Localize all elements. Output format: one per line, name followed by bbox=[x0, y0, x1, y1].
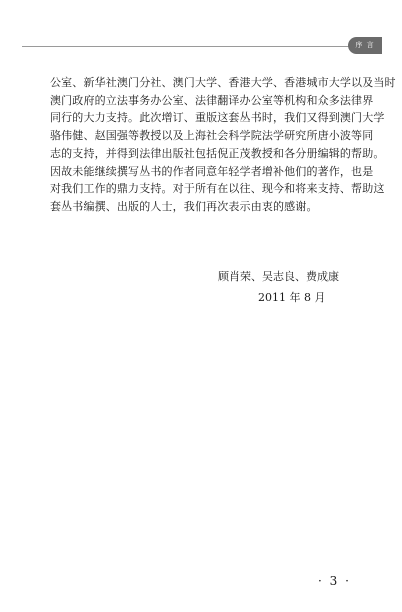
signature-date: 2011 年 8 月 bbox=[258, 291, 326, 304]
body-line: 公室、新华社澳门分社、澳门大学、香港大学、香港城市大学以及当时 bbox=[50, 76, 396, 89]
body-line: 因故未能继续撰写丛书的作者同意年轻学者增补他们的著作，也是 bbox=[50, 164, 374, 178]
body-line: 同行的大力支持。此次增订、重版这套丛书时，我们又得到澳门大学 bbox=[50, 111, 385, 125]
header-rule bbox=[22, 46, 380, 47]
body-line: 澳门政府的立法事务办公室、法律翻译办公室等机构和众多法律界 bbox=[50, 93, 374, 107]
section-tab: 序 言 bbox=[348, 37, 382, 54]
body-line: 志的支持，并得到法律出版社包括倪正茂教授和各分册编辑的帮助。 bbox=[50, 146, 385, 160]
page-number: · 3 · bbox=[318, 574, 351, 588]
signature-names: 顾肖荣、吴志良、费成康 bbox=[218, 270, 339, 283]
body-line: 骆伟健、赵国强等教授以及上海社会科学院法学研究所唐小波等同 bbox=[50, 129, 374, 143]
body-line: 对我们工作的鼎力支持。对于所有在以往、现今和将来支持、帮助这 bbox=[50, 182, 385, 196]
body-line: 套丛书编撰、出版的人士，我们再次表示由衷的感谢。 bbox=[50, 199, 318, 213]
preface-body bbox=[50, 74, 396, 216]
